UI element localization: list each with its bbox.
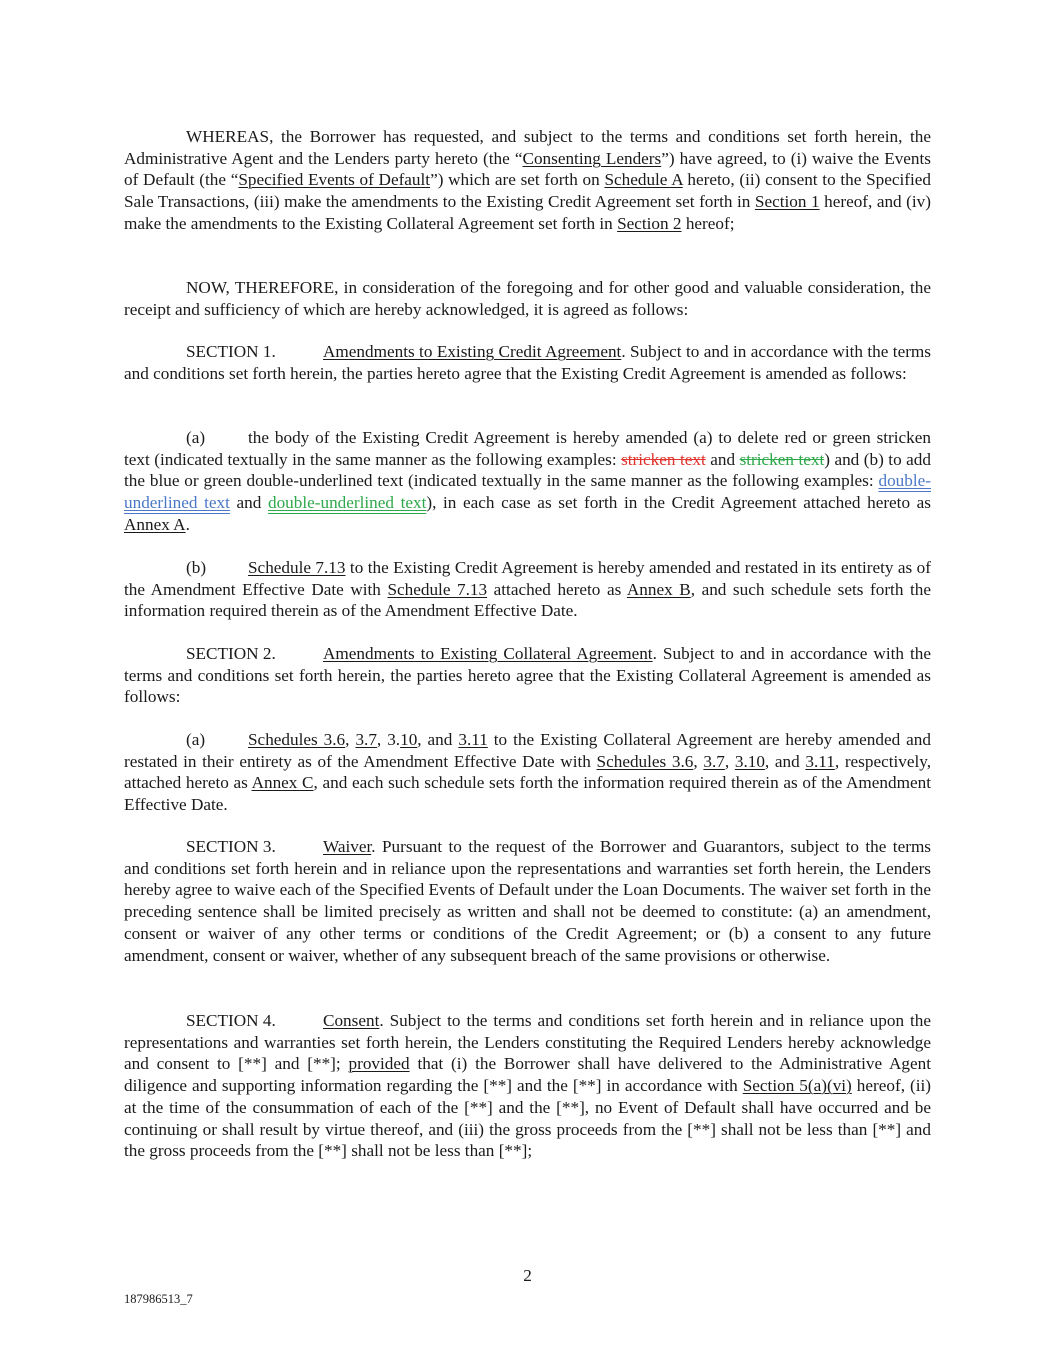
section-2-label: SECTION 2. — [186, 644, 276, 663]
provided-term: provided — [348, 1054, 410, 1074]
section-1b-paragraph: (b) Schedule 7.13 to the Existing Credit Agreement is hereby amended and restated in its entirety as of the Amendment Effective Date with Schedule 7.13 attached hereto as Annex B, and such schedule sets forth the information required therein as of the Amendment Effective Date. — [124, 558, 931, 621]
schedule-ref: Schedules 3.6 — [248, 730, 346, 749]
whereas-paragraph: WHEREAS, the Borrower has requested, and subject to the terms and conditions set forth herein, the Administrative Agent and the Lenders party hereto (the “Consenting Lenders”) have agreed, to (i) waive the Events of Default (the “Specified Events of Default”) which are set forth on Schedule A hereto, (ii) consent to the Specified Sale Transactions, (iii) make the amendments to the Existing Credit Agreement set forth in Section 1 hereof, and (iv) make the amendments to the Existing Collateral Agreement set forth in Section 2 hereof; — [124, 127, 932, 233]
schedule-ref: Schedules 3.6 — [596, 751, 694, 771]
schedule-ref: 10 — [400, 730, 418, 749]
section-1a-paragraph: (a) the body of the Existing Credit Agreement is hereby amended (a) to delete red or green stricken text (indicated textually in the same manner as the following examples: stricken text and stricken text) and (b) to add the blue or green double-underlined text (indicated textually in the same manner as the following examples: double-underlined text and double-underlined text), in each case as set forth in the Credit Agreement attached hereto as Annex A. — [124, 428, 931, 534]
annex-b-ref: Annex B — [626, 579, 691, 599]
document-id: 187986513_7 — [124, 1292, 193, 1306]
schedule-ref: 3.7 — [355, 730, 377, 749]
section-4-heading: Consent — [323, 1011, 380, 1030]
section-3-heading: Waiver — [323, 837, 372, 856]
section-1-label: SECTION 1. — [186, 342, 276, 361]
clause-label: (a) — [186, 730, 206, 749]
schedule-ref: 3.10 — [734, 751, 765, 771]
schedule-a-ref: Schedule A — [604, 170, 683, 190]
annex-c-ref: Annex C — [251, 773, 314, 793]
schedule-7-13-ref: Schedule 7.13 — [387, 579, 488, 599]
section-5-ref: Section 5(a)(vi) — [742, 1076, 852, 1096]
section-2-heading: Amendments to Existing Collateral Agreement — [323, 644, 653, 663]
green-stricken-example: stricken text — [739, 449, 825, 469]
now-therefore-paragraph: NOW, THEREFORE, in consideration of the foregoing and for other good and valuable consideration, the receipt and sufficiency of which are hereby acknowledged, it is agreed as follows: — [124, 278, 931, 319]
schedule-ref: 3.11 — [805, 751, 835, 771]
section-1-ref: Section 1 — [754, 192, 820, 212]
section-1-paragraph: SECTION 1. Amendments to Existing Credit Agreement. Subject to and in accordance with the terms and conditions set forth herein, the parties hereto agree that the Existing Credit Agreement is amended as follows: — [124, 342, 931, 383]
blue-double-underlined-example: double-underlined text — [124, 471, 931, 513]
page-number: 2 — [523, 1266, 532, 1285]
schedule-ref: 3.7 — [703, 751, 725, 771]
section-3-paragraph: SECTION 3. Waiver. Pursuant to the request of the Borrower and Guarantors, subject to the terms and conditions set forth herein and in reliance upon the representations and warranties set forth herein, the Lenders hereby agree to waive each of the Specified Events of Default under the Loan Documents. The waiver set forth in the preceding sentence shall be limited precisely as written and shall not be deemed to constitute: (a) an amendment, consent or waiver of any other terms or conditions of the Credit Agreement; or (b) a consent to any future amendment, consent or waiver, whether of any subsequent breach of the same provisions or otherwise. — [124, 837, 931, 965]
clause-label: (a) — [186, 428, 206, 447]
section-2a-paragraph: (a) Schedules 3.6, 3.7, 3.10, and 3.11 to the Existing Collateral Agreement are hereby amended and restated in their entirety as of the Amendment Effective Date with Schedules 3.6, 3.7, 3.10, and 3.11, respectively, attached hereto as Annex C, and each such schedule sets forth the information required therein as of the Amendment Effective Date. — [124, 730, 932, 815]
section-2-paragraph: SECTION 2. Amendments to Existing Collateral Agreement. Subject to and in accordance with the terms and conditions set forth herein, the parties hereto agree that the Existing Collateral Agreement is amended as follows: — [124, 644, 931, 707]
section-4-paragraph: SECTION 4. Consent. Subject to the terms and conditions set forth herein and in reliance upon the representations and warranties set forth herein, the Lenders constituting the Required Lenders hereby acknowledge and consent to [**] and [**]; provided that (i) the Borrower shall have delivered to the Administrative Agent diligence and supporting information regarding the [**] and the [**] in accordance with Section 5(a)(vi) hereof, (ii) at the time of the consummation of each of the [**] and the [**], no Event of Default shall have occurred and be continuing or shall result by virtue thereof, and (iii) the gross proceeds from the [**] shall not be less than [**] and the gross proceeds from the [**] shall not be less than [**]; — [124, 1011, 932, 1161]
schedule-7-13-ref: Schedule 7.13 — [248, 558, 346, 577]
section-3-label: SECTION 3. — [186, 837, 276, 856]
annex-a-ref: Annex A — [124, 514, 186, 534]
green-double-underlined-example: double-underlined text — [267, 493, 427, 513]
section-1-heading: Amendments to Existing Credit Agreement — [323, 342, 622, 361]
schedule-ref: 3.11 — [458, 730, 488, 749]
specified-events-term: Specified Events of Default — [238, 170, 431, 190]
consenting-lenders-term: Consenting Lenders — [522, 148, 662, 168]
section-4-label: SECTION 4. — [186, 1011, 276, 1030]
red-stricken-example: stricken text — [621, 449, 706, 469]
section-2-ref: Section 2 — [617, 213, 682, 233]
clause-label: (b) — [186, 558, 207, 577]
